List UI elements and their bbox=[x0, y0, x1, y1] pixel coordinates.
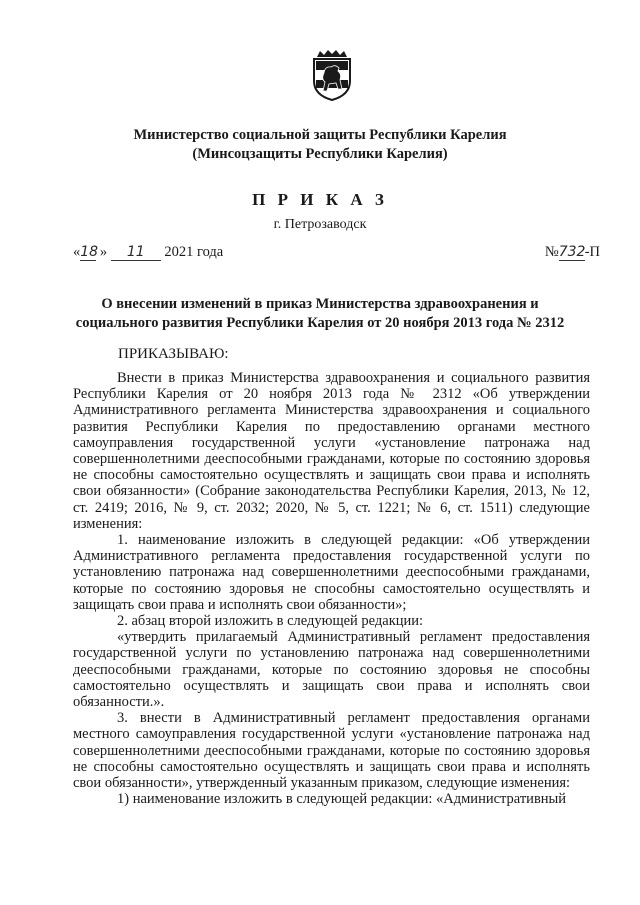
paragraph: 2. абзац второй изложить в следующей редакции: bbox=[117, 613, 424, 630]
paragraph: 3. внести в Административный регламент предоставления органами местного самоуправления государственной услуги «установление патронажа над совершеннолетними дееспособными гражданами, которые по состоянию здоровья не способны самостоятельно осуществлять и защищать свои права и исполнять свои обязанности», утвержденный указанным приказом, следующие изменения: bbox=[73, 710, 590, 792]
date-open-quote: « bbox=[73, 244, 81, 260]
date-close-quote: » bbox=[99, 244, 108, 260]
ministry-short-name: (Минсоцзащиты Республики Карелия) bbox=[192, 146, 448, 162]
date-year: 2021 года bbox=[164, 244, 224, 260]
orders-word: ПРИКАЗЫВАЮ: bbox=[118, 346, 229, 362]
order-number bbox=[545, 244, 600, 261]
paragraph: Внести в приказ Министерства здравоохранения и социального развития Республики Карелия от 20 ноября 2013 года № 2312 «Об утверждении Административного регламента Министерства здравоохранения и социального развития Республики Карелия по предоставлению органами местного самоуправления государственной услуги «установление патронажа над совершеннолетними дееспособными гражданами, которые по состоянию здоровья не способны самостоятельно осуществлять и защищать свои права и исполнять свои обязанности» (Собрание законодательства Республики Карелия, 2013, № 12, ст. 2419; 2016, № 9, ст. 2032; 2020, № 5, ст. 1221; № 6, ст. 1511) следующие изменения: bbox=[73, 370, 590, 532]
subject-line-2: социального развития Республики Карелия от 20 ноября 2013 года № 2312 bbox=[75, 315, 565, 331]
city: г. Петрозаводск bbox=[273, 217, 367, 232]
coat-of-arms-icon bbox=[311, 49, 353, 101]
order-body bbox=[73, 370, 590, 807]
ministry-name: Министерство социальной защиты Республики Карелия bbox=[133, 127, 507, 143]
document-type-title: П Р И К А З bbox=[252, 190, 388, 209]
date-month: 11 bbox=[111, 244, 161, 261]
number-value: 732 bbox=[558, 244, 586, 260]
paragraph: 1) наименование изложить в следующей редакции: «Административный bbox=[117, 791, 567, 808]
number-suffix: -П bbox=[584, 244, 600, 260]
paragraph: 1. наименование изложить в следующей редакции: «Об утверждении Административного регламента предоставления государственной услуги по установлению патронажа над совершеннолетними дееспособными гражданами, которые по состоянию здоровья не способны самостоятельно осуществлять и защищать свои права и исполнять свои обязанности»; bbox=[73, 532, 590, 613]
order-date bbox=[73, 244, 223, 261]
number-prefix: № bbox=[544, 244, 559, 260]
paragraph: «утвердить прилагаемый Административный регламент предоставления государственной услуги по установлению патронажа над совершеннолетними дееспособными гражданами, которые по состоянию здоровья не способны самостоятельно осуществлять и защищать свои права и исполнять свои обязанности.». bbox=[73, 629, 590, 711]
date-day: 18 bbox=[80, 244, 99, 260]
subject-line-1: О внесении изменений в приказ Министерства здравоохранения и bbox=[101, 296, 539, 312]
